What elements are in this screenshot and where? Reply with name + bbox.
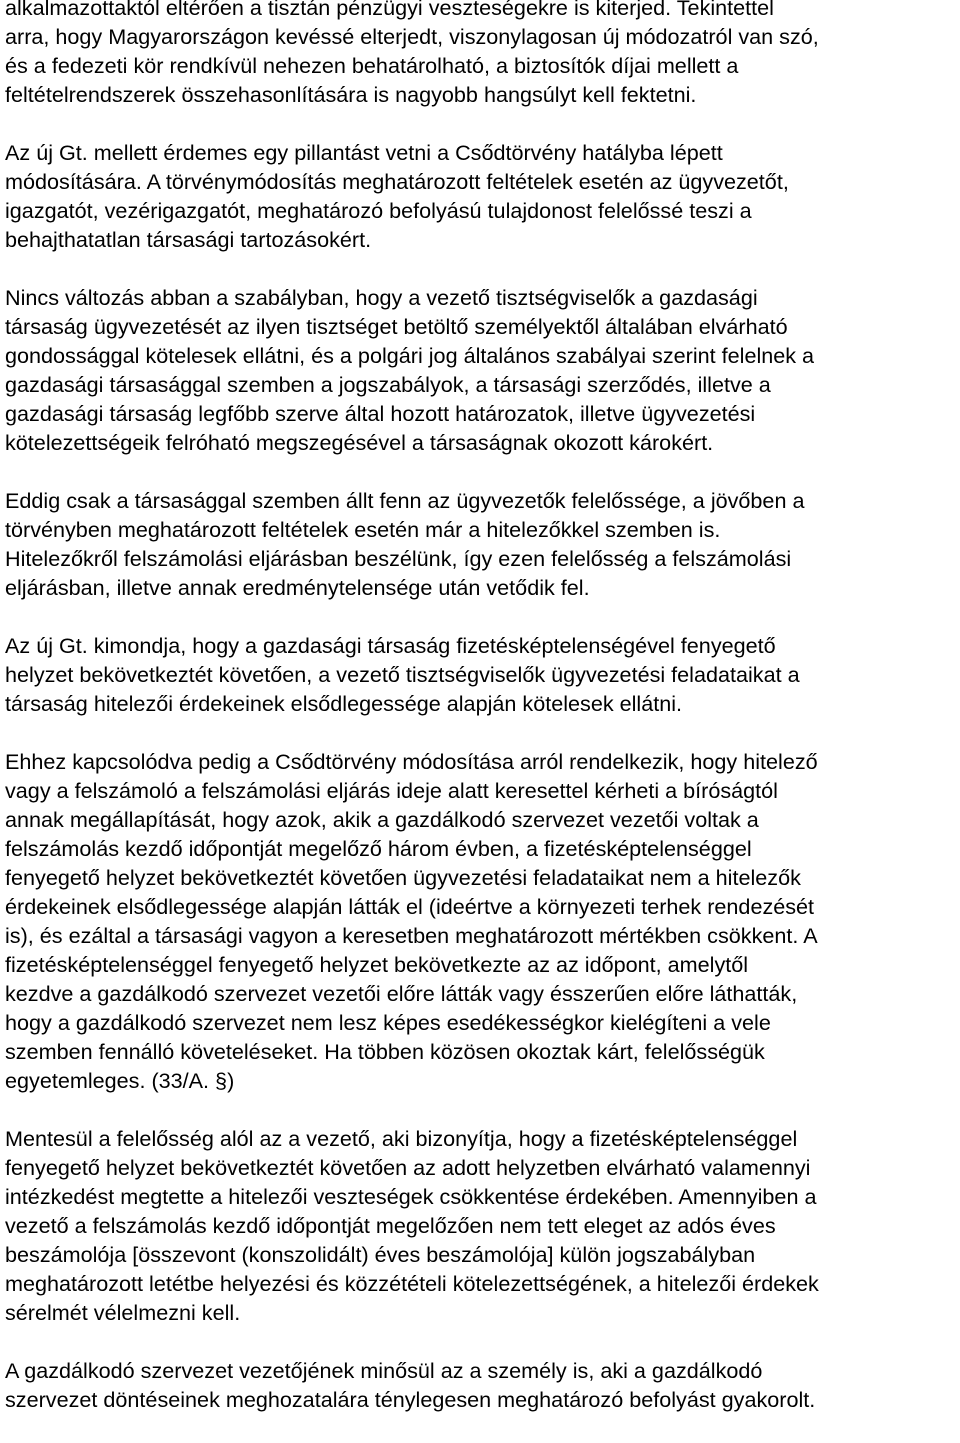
text-line: és a fedezeti kör rendkívül nehezen behatárolható, a biztosítók díjai mellett a: [5, 53, 739, 78]
paragraph-4: [5, 486, 960, 602]
text-line: Hitelezőkről felszámolási eljárásban beszélünk, így ezen felelősség a felszámolási: [5, 546, 792, 571]
text-line: fizetésképtelenséggel fenyegető helyzet bekövetkezte az az időpont, amelytől: [5, 952, 749, 977]
text-line: érdekeinek elsődlegessége alapján látták el (ideértve a környezeti terhek rendezését: [5, 894, 815, 919]
text-line: igazgatót, vezérigazgatót, meghatározó befolyású tulajdonost felelőssé teszi a: [5, 198, 752, 223]
text-line: annak megállapítását, hogy azok, akik a gazdálkodó szervezet vezetői voltak a: [5, 807, 759, 832]
text-line: sérelmét vélelmezni kell.: [5, 1300, 241, 1325]
text-line: társaság hitelezői érdekeinek elsődlegessége alapján kötelesek ellátni.: [5, 691, 683, 716]
text-line: behajthatatlan társasági tartozásokért.: [5, 227, 372, 252]
paragraph-3: [5, 283, 960, 457]
text-line: gazdasági társaság legfőbb szerve által hozott határozatok, illetve ügyvezetési: [5, 401, 756, 426]
text-line: feltételrendszerek összehasonlítására is nagyobb hangsúlyt kell fektetni.: [5, 82, 697, 107]
text-line: A gazdálkodó szervezet vezetőjének minősül az a személy is, aki a gazdálkodó: [5, 1358, 763, 1383]
text-line: módosítására. A törvénymódosítás meghatározott feltételek esetén az ügyvezetőt,: [5, 169, 789, 194]
text-line: felszámolás kezdő időpontját megelőző három évben, a fizetésképtelenséggel: [5, 836, 752, 861]
text-line: intézkedést megtette a hitelezői veszteségek csökkentése érdekében. Amennyiben a: [5, 1184, 817, 1209]
text-line: helyzet bekövetkeztét követően, a vezető tisztségviselők ügyvezetési feladataikat a: [5, 662, 800, 687]
paragraph-1: [5, 0, 960, 109]
text-line: alkalmazottaktól eltérően a tisztán pénzügyi veszteségekre is kiterjed. Tekintettel: [5, 0, 774, 20]
text-line: meghatározott letétbe helyezési és közzétételi kötelezettségének, a hitelezői érdekek: [5, 1271, 819, 1296]
paragraph-8: [5, 1356, 960, 1414]
text-line: vagy a felszámoló a felszámolási eljárás ideje alatt keresettel kérheti a bíróságtól: [5, 778, 778, 803]
paragraph-5: [5, 631, 960, 718]
text-line: eljárásban, illetve annak eredménytelensége után vetődik fel.: [5, 575, 590, 600]
text-line: Az új Gt. kimondja, hogy a gazdasági társaság fizetésképtelenségével fenyegető: [5, 633, 776, 658]
text-line: Ehhez kapcsolódva pedig a Csődtörvény módosítása arról rendelkezik, hogy hitelező: [5, 749, 818, 774]
text-line: beszámolója [összevont (konszolidált) éves beszámolója] külön jogszabályban: [5, 1242, 756, 1267]
text-line: társaság ügyvezetését az ilyen tisztséget betöltő személyektől általában elvárható: [5, 314, 788, 339]
text-line: Az új Gt. mellett érdemes egy pillantást vetni a Csődtörvény hatályba lépett: [5, 140, 723, 165]
text-line: Nincs változás abban a szabályban, hogy a vezető tisztségviselők a gazdasági: [5, 285, 758, 310]
text-line: hogy a gazdálkodó szervezet nem lesz képes esedékességkor kielégíteni a vele: [5, 1010, 771, 1035]
text-line: fenyegető helyzet bekövetkeztét követően az adott helyzetben elvárható valamennyi: [5, 1155, 811, 1180]
document-page: [5, 0, 960, 1443]
text-line: arra, hogy Magyarországon kevéssé elterjedt, viszonylagosan új módozatról van szó,: [5, 24, 819, 49]
text-line: szervezet döntéseinek meghozatalára ténylegesen meghatározó befolyást gyakorolt.: [5, 1387, 816, 1412]
text-line: Eddig csak a társasággal szemben állt fenn az ügyvezetők felelőssége, a jövőben a: [5, 488, 805, 513]
text-line: egyetemleges. (33/A. §): [5, 1068, 235, 1093]
text-line: is), és ezáltal a társasági vagyon a keresetben meghatározott mértékben csökkent. A: [5, 923, 818, 948]
text-line: vezető a felszámolás kezdő időpontját megelőzően nem tett eleget az adós éves: [5, 1213, 776, 1238]
paragraph-6: [5, 747, 960, 1095]
text-line: gondossággal kötelesek ellátni, és a polgári jog általános szabályai szerint felelnek a: [5, 343, 815, 368]
paragraph-7: [5, 1124, 960, 1327]
text-line: törvényben meghatározott feltételek esetén már a hitelezőkkel szemben is.: [5, 517, 721, 542]
text-line: Mentesül a felelősség alól az a vezető, aki bizonyítja, hogy a fizetésképtelenséggel: [5, 1126, 798, 1151]
text-line: kezdve a gazdálkodó szervezet vezetői előre látták vagy ésszerűen előre láthatták,: [5, 981, 798, 1006]
text-line: kötelezettségeik felróható megszegésével a társaságnak okozott károkért.: [5, 430, 714, 455]
paragraph-2: [5, 138, 960, 254]
text-line: fenyegető helyzet bekövetkeztét követően ügyvezetési feladataikat nem a hitelezők: [5, 865, 801, 890]
text-line: gazdasági társasággal szemben a jogszabályok, a társasági szerződés, illetve a: [5, 372, 771, 397]
text-line: szemben fennálló követeléseket. Ha többen közösen okoztak kárt, felelősségük: [5, 1039, 765, 1064]
